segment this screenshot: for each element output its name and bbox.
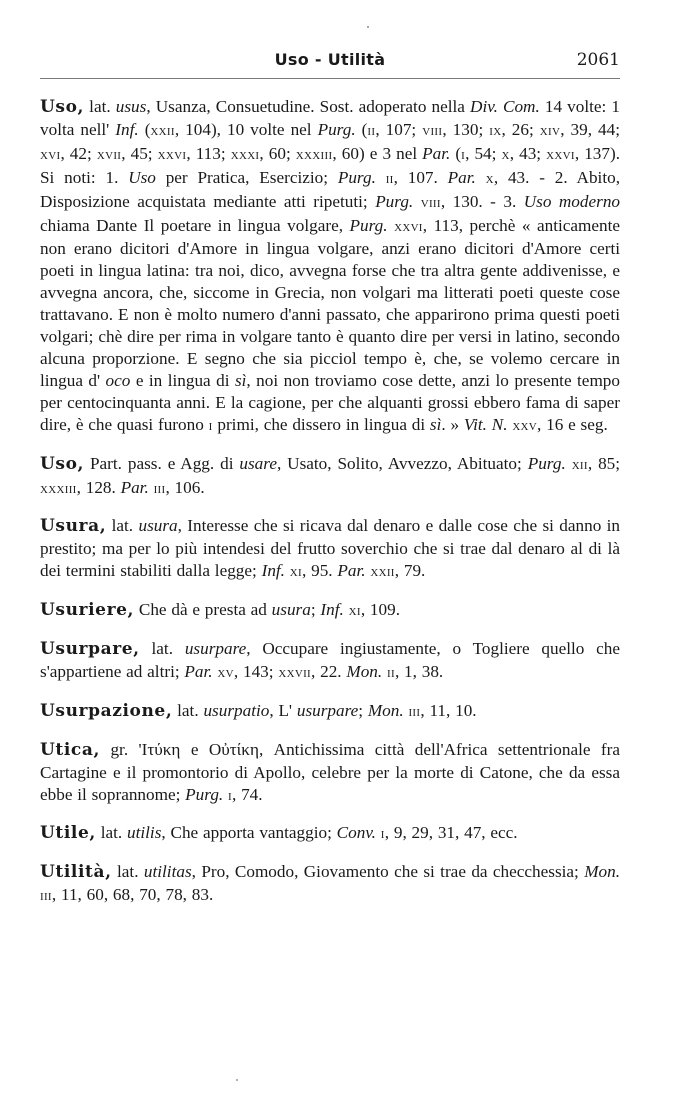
entry-body: lat. utilis, Che apporta vantaggio; Conv. i, 9, 29, 31, 47, ecc.	[100, 823, 518, 843]
entry-headword: Usuriere,	[40, 600, 135, 621]
entry-utica	[40, 739, 620, 808]
entry-utilita	[40, 861, 620, 908]
entry-body: lat. usura, Interesse che si ricava dal denaro e dalle cose che si danno in prestito; ma per lo più intendesi del frutto soverchio che si trae dal denaro al di là dei termini stabiliti dalla legge; Inf. xi, 95. Par. xxii, 79.	[40, 516, 621, 581]
entry-headword: Usurpare,	[40, 639, 140, 660]
entry-usuriere	[40, 599, 620, 623]
page-header	[40, 50, 620, 76]
print-speck	[236, 1079, 238, 1081]
entry-body: gr. 'Ιτύκη e Οὐτίκη, Antichissima città dell'Africa settentrionale fra Cartagine e il promontorio di Apollo, celebre per la morte di Catone, che da essa ebbe il soprannome; Purg. i, 74.	[40, 739, 621, 804]
entry-headword: Utilità,	[40, 862, 112, 883]
entry-headword: Uso,	[40, 453, 85, 474]
entry-headword: Usura,	[40, 516, 107, 537]
running-title: Uso - Utilità	[274, 50, 386, 69]
entry-utile	[40, 822, 620, 846]
entry-headword: Utile,	[40, 823, 96, 844]
entries-list	[40, 96, 620, 923]
entry-body: lat. usurpatio, L' usurpare; Mon. iii, 11, 10.	[177, 700, 477, 720]
entry-body: lat. usurpare, Occupare ingiustamente, o Togliere quello che s'appartiene ad altri; Par. xv, 143; xxvii, 22. Mon. ii, 1, 38.	[40, 639, 621, 681]
print-speck	[367, 26, 369, 28]
entry-uso-participle	[40, 453, 620, 501]
entry-usura	[40, 515, 620, 584]
entry-headword: Uso,	[40, 97, 85, 117]
header-rule	[40, 78, 620, 79]
entry-headword: Utica,	[40, 739, 101, 760]
entry-usurpare	[40, 638, 620, 685]
entry-body: lat. usus, Usanza, Consuetudine. Sost. adoperato nella Div. Com. 14 volte: 1 volta nell' Inf. (xxii, 104), 10 volte nel Purg. (ii, 107; viii, 130; ix, 26; xiv, 39, 44; xvi, 42; xvii, 45; xxvi, 113; xxxi, 60; xxxiii, 60) e 3 nel Par. (i, 54; x, 43; xxvi, 137). Si noti: 1. Uso per Pratica, Esercizio; Purg. ii, 107. Par. x, 43. - 2. Abito, Disposizione acquistata mediante atti ripetuti; Purg. viii, 130. - 3. Uso moderno chiama Dante Il poetare in lingua volgare, Purg. xxvi, 113, perchè « anticamente non erano dicitori d'Amore in lingua volgare, anzi erano dicitori d'Amore certi poeti in lingua latina: tra noi, dico, avvegna forse che tra altra gente addivenisse, e avvegna ancora, che, siccome in Grecia, non volgari ma litterati poeti queste cose trattavano. E non è molto numero d'anni passato, che apparirono prima questi poeti volgari; chè dire per rima in volgare tanto è quanto dire per versi in latino, secondo alcuna proporzione. E segno che sia picciol tempo è, che, se volemo cercare in lingua d' oco e in lingua di sì, noi non troviamo cose dette, anzi lo presente tempo per centocinquanta anni. E la cagione, per che alquanti grossi ebbero fama di saper dire, è che quasi furono i primi, che dissero in lingua di sì. » Vit. N. xxv, 16 e seg.	[40, 97, 621, 434]
entry-usurpazione	[40, 700, 620, 724]
entry-body: Part. pass. e Agg. di usare, Usato, Solito, Avvezzo, Abituato; Purg. xii, 85; xxxiii, 128. Par. iii, 106.	[40, 453, 621, 497]
entry-uso-noun	[40, 96, 620, 438]
page-number: 2061	[576, 50, 620, 70]
entry-body: lat. utilitas, Pro, Comodo, Giovamento che si trae da checchessia; Mon. iii, 11, 60, 68, 70, 78, 83.	[40, 862, 621, 905]
entry-body: Che dà e presta ad usura; Inf. xi, 109.	[138, 600, 400, 620]
entry-headword: Usurpazione,	[40, 700, 173, 721]
